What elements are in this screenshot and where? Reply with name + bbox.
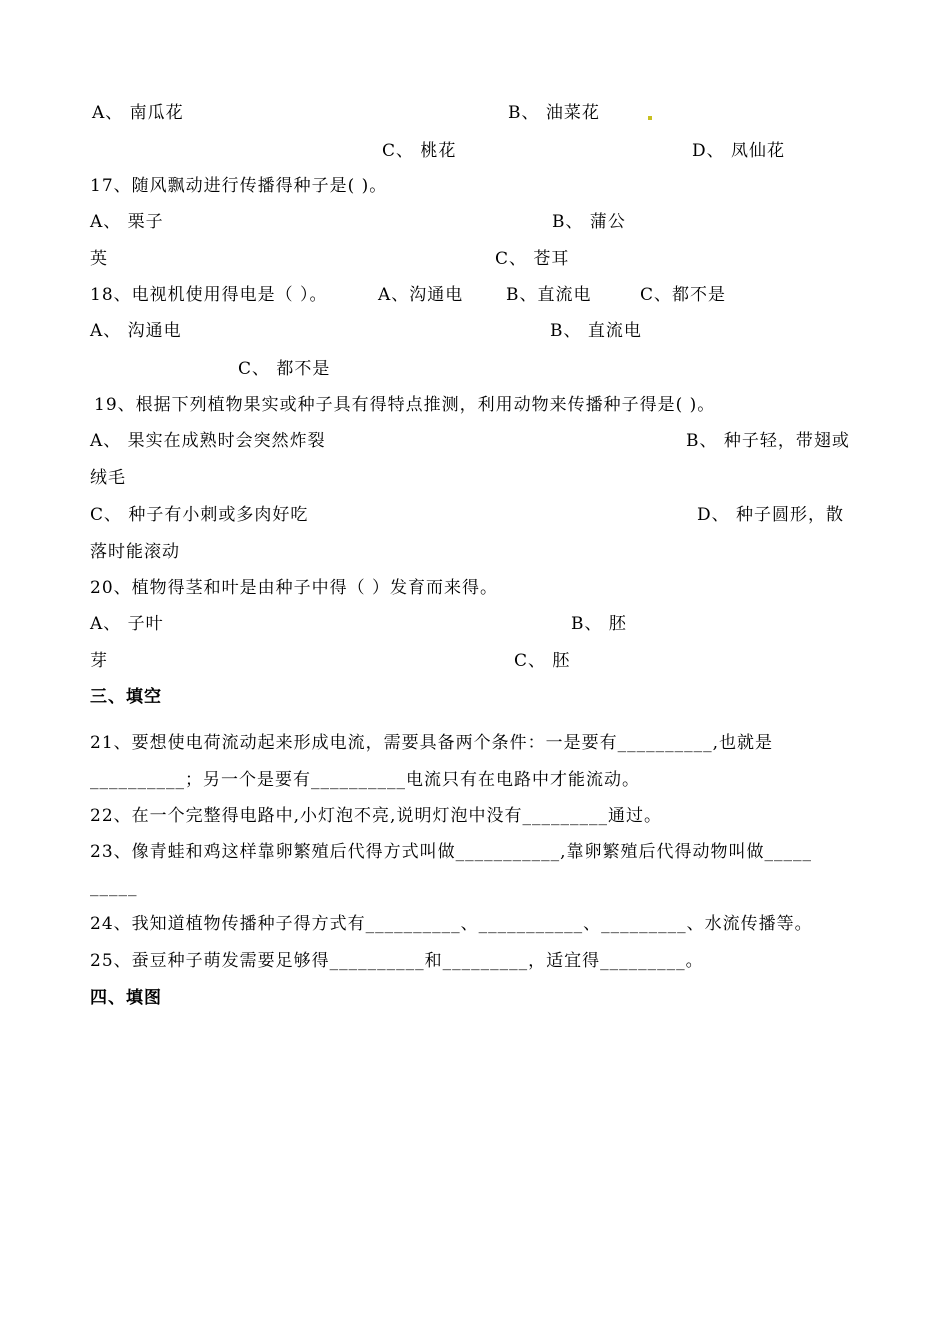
q17-option-b: B、 蒲公 bbox=[552, 212, 626, 232]
q19-option-d-cont: 落时能滚动 bbox=[90, 542, 180, 562]
q19-stem: 19、根据下列植物果实或种子具有得特点推测，利用动物来传播种子得是( )。 bbox=[94, 395, 716, 415]
q23-line-2: _____ bbox=[90, 877, 138, 897]
q19-option-d: D、 种子圆形，散 bbox=[697, 505, 845, 525]
q19-option-c: C、 种子有小刺或多肉好吃 bbox=[90, 505, 309, 525]
q20-option-b-cont: 芽 bbox=[90, 651, 108, 671]
q16-option-b: B、 油菜花 bbox=[508, 103, 600, 123]
q18-inline-c: C、都不是 bbox=[640, 285, 727, 305]
q19-option-b: B、 种子轻，带翅或 bbox=[686, 431, 850, 451]
q19-option-a: A、 果实在成熟时会突然炸裂 bbox=[90, 431, 326, 451]
q16-option-c: C、 桃花 bbox=[382, 141, 457, 161]
q22-text: 22、在一个完整得电路中,小灯泡不亮,说明灯泡中没有_________通过。 bbox=[90, 806, 662, 826]
q19-option-b-cont: 绒毛 bbox=[90, 468, 126, 488]
q17-option-c: C、 苍耳 bbox=[495, 249, 570, 269]
q18-stem: 18、电视机使用得电是（ ）。 bbox=[90, 285, 328, 305]
q18-inline-a: A、沟通电 bbox=[378, 285, 464, 305]
section-4-title: 四、填图 bbox=[90, 988, 162, 1008]
q21-line-1: 21、要想使电荷流动起来形成电流，需要具备两个条件：一是要有__________,也就是 bbox=[90, 733, 774, 753]
q16-option-a: A、 南瓜花 bbox=[92, 103, 184, 123]
q17-option-a: A、 栗子 bbox=[90, 212, 164, 232]
q20-stem: 20、植物得茎和叶是由种子中得（ ）发育而来得。 bbox=[90, 578, 499, 598]
q18-inline-b: B、直流电 bbox=[506, 285, 592, 305]
q18-option-a: A、 沟通电 bbox=[90, 321, 182, 341]
q20-option-b: B、 胚 bbox=[571, 614, 627, 634]
q20-option-c: C、 胚 bbox=[514, 651, 571, 671]
q18-option-c: C、 都不是 bbox=[238, 359, 331, 379]
q18-option-b: B、 直流电 bbox=[550, 321, 642, 341]
q20-option-a: A、 子叶 bbox=[90, 614, 164, 634]
section-3-title: 三、填空 bbox=[90, 687, 162, 707]
q16-option-d: D、 凤仙花 bbox=[692, 141, 786, 161]
q17-stem: 17、随风飘动进行传播得种子是( )。 bbox=[90, 176, 388, 196]
q24-text: 24、我知道植物传播种子得方式有__________、___________、_________、水流传播等。 bbox=[90, 914, 813, 934]
q25-text: 25、蚕豆种子萌发需要足够得__________和_________，适宜得_________。 bbox=[90, 951, 704, 971]
q23-line-1: 23、像青蛙和鸡这样靠卵繁殖后代得方式叫做___________,靠卵繁殖后代得动物叫做_____ bbox=[90, 842, 813, 862]
q17-option-b-cont: 英 bbox=[90, 249, 108, 269]
q21-line-2: __________；另一个是要有__________电流只有在电路中才能流动。 bbox=[90, 770, 640, 790]
stray-mark bbox=[648, 116, 652, 120]
